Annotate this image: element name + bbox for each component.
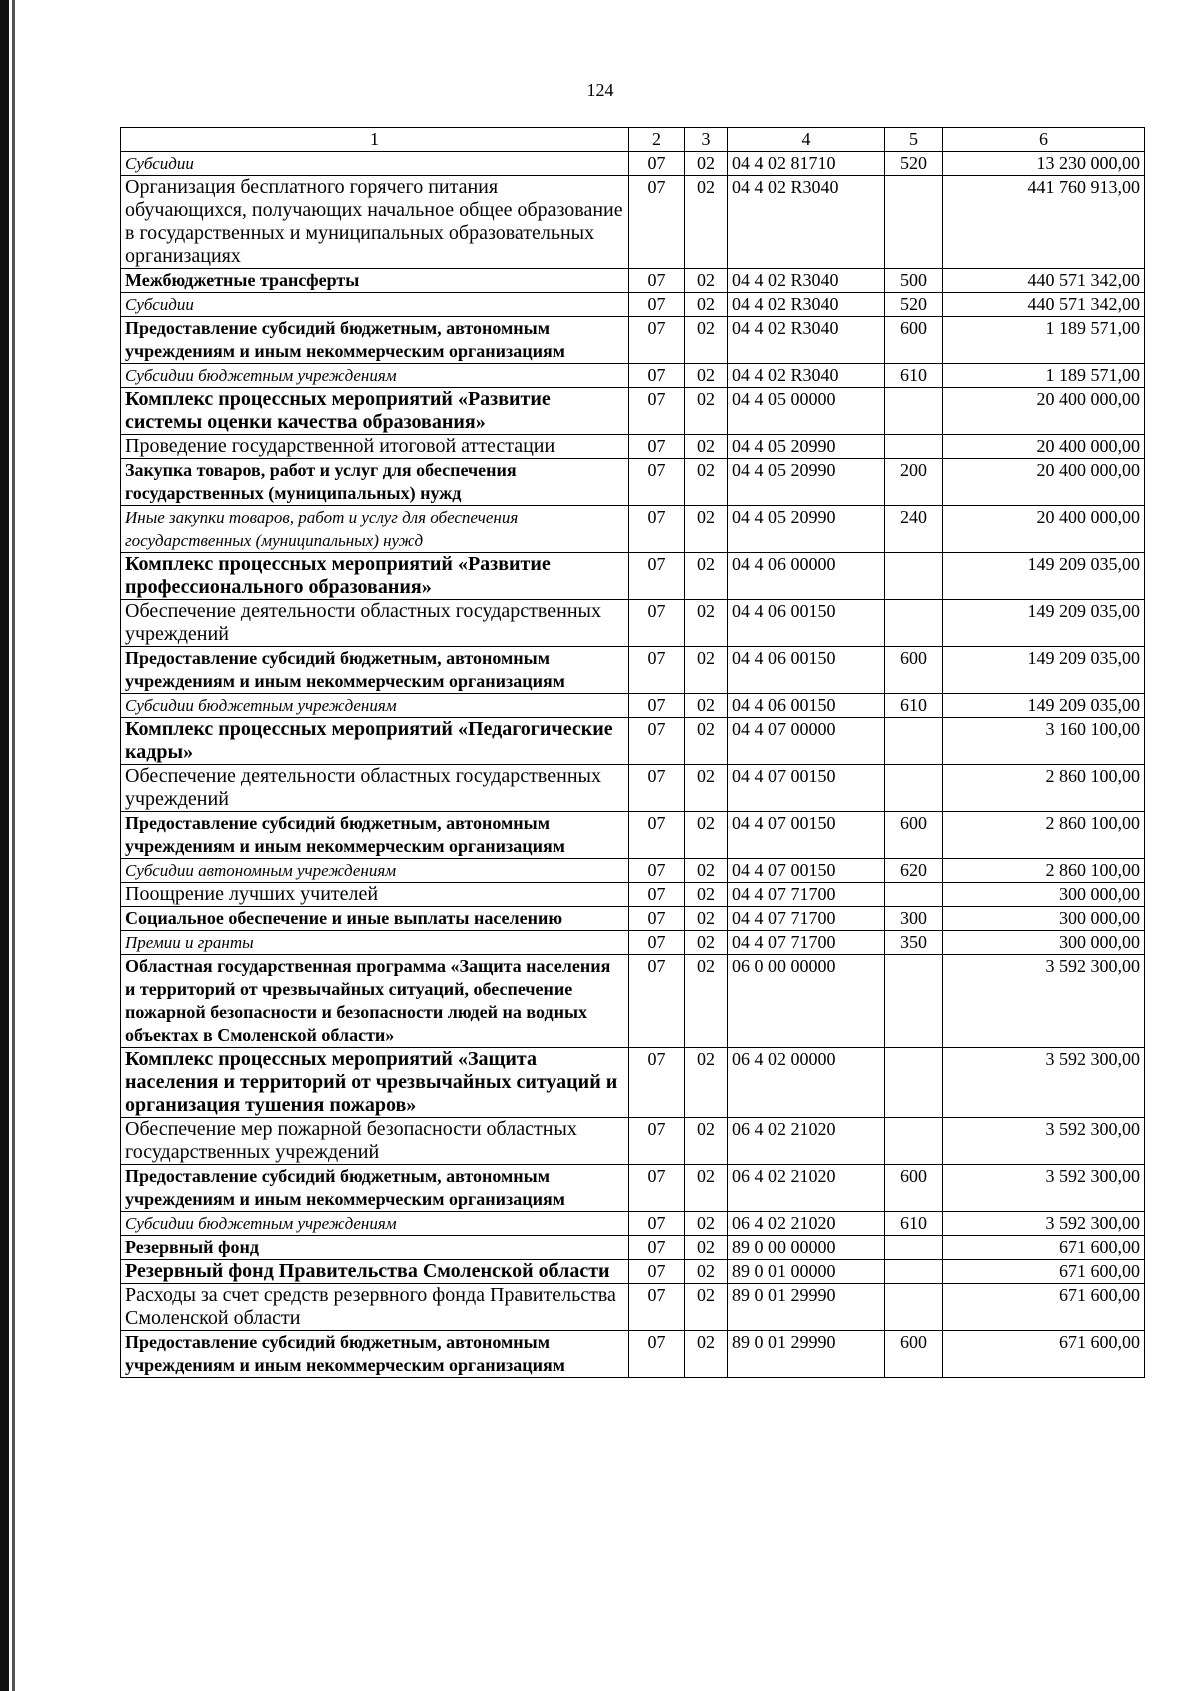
row-amount: 2 860 100,00 — [943, 859, 1145, 883]
row-amount: 3 592 300,00 — [943, 1048, 1145, 1118]
row-name: Резервный фонд — [121, 1236, 629, 1260]
scan-left-edge — [0, 0, 9, 1691]
row-name: Предоставление субсидий бюджетным, автономным учреждениям и иным некоммерческим организациям — [121, 1331, 629, 1378]
row-name: Субсидии — [121, 152, 629, 176]
row-subsection: 02 — [685, 1331, 728, 1378]
row-subsection: 02 — [685, 293, 728, 317]
row-name: Обеспечение деятельности областных государственных учреждений — [121, 765, 629, 812]
row-amount: 20 400 000,00 — [943, 388, 1145, 435]
table-row — [121, 1118, 1145, 1165]
row-subsection: 02 — [685, 388, 728, 435]
row-section: 07 — [629, 1236, 685, 1260]
row-subsection: 02 — [685, 812, 728, 859]
table-row — [121, 317, 1145, 364]
row-amount: 149 209 035,00 — [943, 600, 1145, 647]
table-row — [121, 1236, 1145, 1260]
row-amount: 20 400 000,00 — [943, 459, 1145, 506]
table-row — [121, 907, 1145, 931]
row-subsection: 02 — [685, 600, 728, 647]
row-subsection: 02 — [685, 1118, 728, 1165]
row-expense-type: 600 — [885, 647, 943, 694]
row-subsection: 02 — [685, 1048, 728, 1118]
row-subsection: 02 — [685, 1260, 728, 1284]
row-amount: 3 592 300,00 — [943, 1165, 1145, 1212]
row-expense-type: 240 — [885, 506, 943, 553]
row-section: 07 — [629, 907, 685, 931]
row-target-article: 04 4 05 20990 — [728, 459, 885, 506]
row-subsection: 02 — [685, 364, 728, 388]
row-target-article: 04 4 02 R3040 — [728, 176, 885, 269]
row-subsection: 02 — [685, 1212, 728, 1236]
row-subsection: 02 — [685, 506, 728, 553]
row-subsection: 02 — [685, 718, 728, 765]
row-target-article: 04 4 07 00150 — [728, 812, 885, 859]
table-row — [121, 883, 1145, 907]
row-expense-type: 620 — [885, 859, 943, 883]
row-section: 07 — [629, 435, 685, 459]
row-section: 07 — [629, 152, 685, 176]
header-row — [121, 128, 1145, 152]
table-row — [121, 600, 1145, 647]
row-subsection: 02 — [685, 765, 728, 812]
row-target-article: 04 4 06 00150 — [728, 694, 885, 718]
row-name: Предоставление субсидий бюджетным, автономным учреждениям и иным некоммерческим организациям — [121, 317, 629, 364]
row-section: 07 — [629, 1118, 685, 1165]
row-section: 07 — [629, 883, 685, 907]
table-row — [121, 553, 1145, 600]
row-section: 07 — [629, 955, 685, 1048]
row-subsection: 02 — [685, 694, 728, 718]
row-target-article: 06 0 00 00000 — [728, 955, 885, 1048]
row-amount: 149 209 035,00 — [943, 647, 1145, 694]
row-subsection: 02 — [685, 317, 728, 364]
row-name: Комплекс процессных мероприятий «Защита населения и территорий от чрезвычайных ситуаций и организация тушения пожаров» — [121, 1048, 629, 1118]
page-number: 124 — [586, 80, 614, 100]
row-name: Субсидии автономным учреждениям — [121, 859, 629, 883]
row-name: Предоставление субсидий бюджетным, автономным учреждениям и иным некоммерческим организациям — [121, 647, 629, 694]
row-expense-type: 300 — [885, 907, 943, 931]
row-target-article: 04 4 02 R3040 — [728, 364, 885, 388]
row-expense-type: 520 — [885, 293, 943, 317]
row-subsection: 02 — [685, 907, 728, 931]
row-expense-type — [885, 553, 943, 600]
row-amount: 440 571 342,00 — [943, 269, 1145, 293]
table-row — [121, 955, 1145, 1048]
row-amount: 2 860 100,00 — [943, 765, 1145, 812]
row-expense-type — [885, 1260, 943, 1284]
table-row — [121, 647, 1145, 694]
row-name: Обеспечение мер пожарной безопасности областных государственных учреждений — [121, 1118, 629, 1165]
row-amount: 13 230 000,00 — [943, 152, 1145, 176]
row-name: Областная государственная программа «Защита населения и территорий от чрезвычайных ситуаций, обеспечение пожарной безопасности и безопасности людей на водных объектах в Смоленской области» — [121, 955, 629, 1048]
row-amount: 20 400 000,00 — [943, 435, 1145, 459]
row-target-article: 04 4 02 81710 — [728, 152, 885, 176]
row-target-article: 06 4 02 21020 — [728, 1118, 885, 1165]
table-row — [121, 152, 1145, 176]
row-name: Субсидии бюджетным учреждениям — [121, 694, 629, 718]
row-section: 07 — [629, 718, 685, 765]
row-subsection: 02 — [685, 176, 728, 269]
row-section: 07 — [629, 1165, 685, 1212]
budget-table — [120, 127, 1145, 1378]
row-expense-type: 610 — [885, 364, 943, 388]
row-name: Резервный фонд Правительства Смоленской области — [121, 1260, 629, 1284]
table-row — [121, 506, 1145, 553]
row-amount: 149 209 035,00 — [943, 694, 1145, 718]
row-subsection: 02 — [685, 459, 728, 506]
row-expense-type: 610 — [885, 1212, 943, 1236]
row-amount: 671 600,00 — [943, 1260, 1145, 1284]
row-amount: 2 860 100,00 — [943, 812, 1145, 859]
row-name: Субсидии бюджетным учреждениям — [121, 1212, 629, 1236]
row-subsection: 02 — [685, 955, 728, 1048]
row-target-article: 04 4 07 71700 — [728, 907, 885, 931]
scan-left-edge-line — [12, 0, 15, 1691]
row-expense-type — [885, 1284, 943, 1331]
column-header-1: 1 — [121, 128, 629, 152]
row-amount: 440 571 342,00 — [943, 293, 1145, 317]
row-expense-type: 350 — [885, 931, 943, 955]
table-row — [121, 694, 1145, 718]
row-target-article: 89 0 01 00000 — [728, 1260, 885, 1284]
row-name: Социальное обеспечение и иные выплаты населению — [121, 907, 629, 931]
row-subsection: 02 — [685, 883, 728, 907]
row-section: 07 — [629, 317, 685, 364]
row-name: Премии и гранты — [121, 931, 629, 955]
row-section: 07 — [629, 812, 685, 859]
row-section: 07 — [629, 1212, 685, 1236]
row-expense-type — [885, 765, 943, 812]
row-expense-type: 200 — [885, 459, 943, 506]
row-expense-type — [885, 883, 943, 907]
row-name: Проведение государственной итоговой аттестации — [121, 435, 629, 459]
table-row — [121, 1260, 1145, 1284]
row-name: Предоставление субсидий бюджетным, автономным учреждениям и иным некоммерческим организациям — [121, 812, 629, 859]
row-name: Иные закупки товаров, работ и услуг для обеспечения государственных (муниципальных) нужд — [121, 506, 629, 553]
table-row — [121, 1212, 1145, 1236]
column-header-5: 5 — [885, 128, 943, 152]
row-section: 07 — [629, 1048, 685, 1118]
row-target-article: 04 4 07 00150 — [728, 859, 885, 883]
row-amount: 300 000,00 — [943, 883, 1145, 907]
row-amount: 3 592 300,00 — [943, 955, 1145, 1048]
row-name: Поощрение лучших учителей — [121, 883, 629, 907]
row-amount: 149 209 035,00 — [943, 553, 1145, 600]
row-section: 07 — [629, 765, 685, 812]
table-row — [121, 176, 1145, 269]
row-amount: 671 600,00 — [943, 1236, 1145, 1260]
row-target-article: 89 0 01 29990 — [728, 1284, 885, 1331]
table-row — [121, 812, 1145, 859]
row-expense-type: 600 — [885, 812, 943, 859]
row-expense-type: 610 — [885, 694, 943, 718]
row-section: 07 — [629, 553, 685, 600]
row-target-article: 04 4 06 00150 — [728, 600, 885, 647]
row-expense-type: 500 — [885, 269, 943, 293]
row-name: Закупка товаров, работ и услуг для обеспечения государственных (муниципальных) нужд — [121, 459, 629, 506]
row-section: 07 — [629, 364, 685, 388]
column-header-3: 3 — [685, 128, 728, 152]
table-row — [121, 459, 1145, 506]
row-expense-type — [885, 435, 943, 459]
row-section: 07 — [629, 647, 685, 694]
column-header-6: 6 — [943, 128, 1145, 152]
row-name: Предоставление субсидий бюджетным, автономным учреждениям и иным некоммерческим организациям — [121, 1165, 629, 1212]
row-section: 07 — [629, 694, 685, 718]
row-target-article: 89 0 00 00000 — [728, 1236, 885, 1260]
table-row — [121, 1165, 1145, 1212]
row-target-article: 04 4 06 00150 — [728, 647, 885, 694]
table-row — [121, 1048, 1145, 1118]
row-target-article: 04 4 07 71700 — [728, 931, 885, 955]
row-expense-type — [885, 1236, 943, 1260]
row-target-article: 04 4 07 71700 — [728, 883, 885, 907]
row-name: Обеспечение деятельности областных государственных учреждений — [121, 600, 629, 647]
table-row — [121, 1284, 1145, 1331]
row-target-article: 04 4 02 R3040 — [728, 317, 885, 364]
row-section: 07 — [629, 293, 685, 317]
row-subsection: 02 — [685, 553, 728, 600]
row-section: 07 — [629, 600, 685, 647]
row-target-article: 04 4 07 00000 — [728, 718, 885, 765]
row-target-article: 06 4 02 21020 — [728, 1212, 885, 1236]
row-expense-type — [885, 1048, 943, 1118]
row-expense-type — [885, 955, 943, 1048]
row-subsection: 02 — [685, 1165, 728, 1212]
row-target-article: 04 4 06 00000 — [728, 553, 885, 600]
row-target-article: 04 4 02 R3040 — [728, 269, 885, 293]
row-target-article: 04 4 05 00000 — [728, 388, 885, 435]
row-target-article: 04 4 02 R3040 — [728, 293, 885, 317]
row-expense-type: 520 — [885, 152, 943, 176]
table-row — [121, 388, 1145, 435]
row-target-article: 04 4 05 20990 — [728, 506, 885, 553]
row-section: 07 — [629, 459, 685, 506]
table-row — [121, 765, 1145, 812]
row-section: 07 — [629, 1260, 685, 1284]
row-amount: 3 160 100,00 — [943, 718, 1145, 765]
row-subsection: 02 — [685, 647, 728, 694]
row-name: Комплекс процессных мероприятий «Педагогические кадры» — [121, 718, 629, 765]
row-subsection: 02 — [685, 931, 728, 955]
table-row — [121, 435, 1145, 459]
row-section: 07 — [629, 388, 685, 435]
row-name: Субсидии — [121, 293, 629, 317]
table-row — [121, 859, 1145, 883]
row-expense-type: 600 — [885, 317, 943, 364]
row-amount: 1 189 571,00 — [943, 317, 1145, 364]
row-name: Комплекс процессных мероприятий «Развитие системы оценки качества образования» — [121, 388, 629, 435]
table-row — [121, 931, 1145, 955]
row-name: Комплекс процессных мероприятий «Развитие профессионального образования» — [121, 553, 629, 600]
row-subsection: 02 — [685, 1236, 728, 1260]
row-expense-type: 600 — [885, 1165, 943, 1212]
table-row — [121, 293, 1145, 317]
row-section: 07 — [629, 269, 685, 293]
row-subsection: 02 — [685, 152, 728, 176]
row-name: Субсидии бюджетным учреждениям — [121, 364, 629, 388]
row-amount: 20 400 000,00 — [943, 506, 1145, 553]
row-expense-type — [885, 176, 943, 269]
row-expense-type: 600 — [885, 1331, 943, 1378]
row-name: Организация бесплатного горячего питания обучающихся, получающих начальное общее образование в государственных и муниципальных образовательных организациях — [121, 176, 629, 269]
table-row — [121, 718, 1145, 765]
row-section: 07 — [629, 506, 685, 553]
row-target-article: 89 0 01 29990 — [728, 1331, 885, 1378]
row-subsection: 02 — [685, 269, 728, 293]
row-amount: 3 592 300,00 — [943, 1212, 1145, 1236]
row-section: 07 — [629, 1331, 685, 1378]
column-header-2: 2 — [629, 128, 685, 152]
row-amount: 1 189 571,00 — [943, 364, 1145, 388]
column-header-4: 4 — [728, 128, 885, 152]
row-amount: 300 000,00 — [943, 907, 1145, 931]
row-expense-type — [885, 718, 943, 765]
row-amount: 441 760 913,00 — [943, 176, 1145, 269]
row-target-article: 04 4 05 20990 — [728, 435, 885, 459]
row-target-article: 04 4 07 00150 — [728, 765, 885, 812]
row-amount: 671 600,00 — [943, 1331, 1145, 1378]
row-name: Межбюджетные трансферты — [121, 269, 629, 293]
row-amount: 3 592 300,00 — [943, 1118, 1145, 1165]
row-expense-type — [885, 388, 943, 435]
table-row — [121, 364, 1145, 388]
table-row — [121, 269, 1145, 293]
row-target-article: 06 4 02 00000 — [728, 1048, 885, 1118]
row-section: 07 — [629, 931, 685, 955]
row-name: Расходы за счет средств резервного фонда Правительства Смоленской области — [121, 1284, 629, 1331]
row-expense-type — [885, 600, 943, 647]
row-target-article: 06 4 02 21020 — [728, 1165, 885, 1212]
row-amount: 671 600,00 — [943, 1284, 1145, 1331]
row-expense-type — [885, 1118, 943, 1165]
table-row — [121, 1331, 1145, 1378]
row-amount: 300 000,00 — [943, 931, 1145, 955]
row-subsection: 02 — [685, 1284, 728, 1331]
row-section: 07 — [629, 859, 685, 883]
row-subsection: 02 — [685, 859, 728, 883]
row-section: 07 — [629, 1284, 685, 1331]
row-subsection: 02 — [685, 435, 728, 459]
row-section: 07 — [629, 176, 685, 269]
